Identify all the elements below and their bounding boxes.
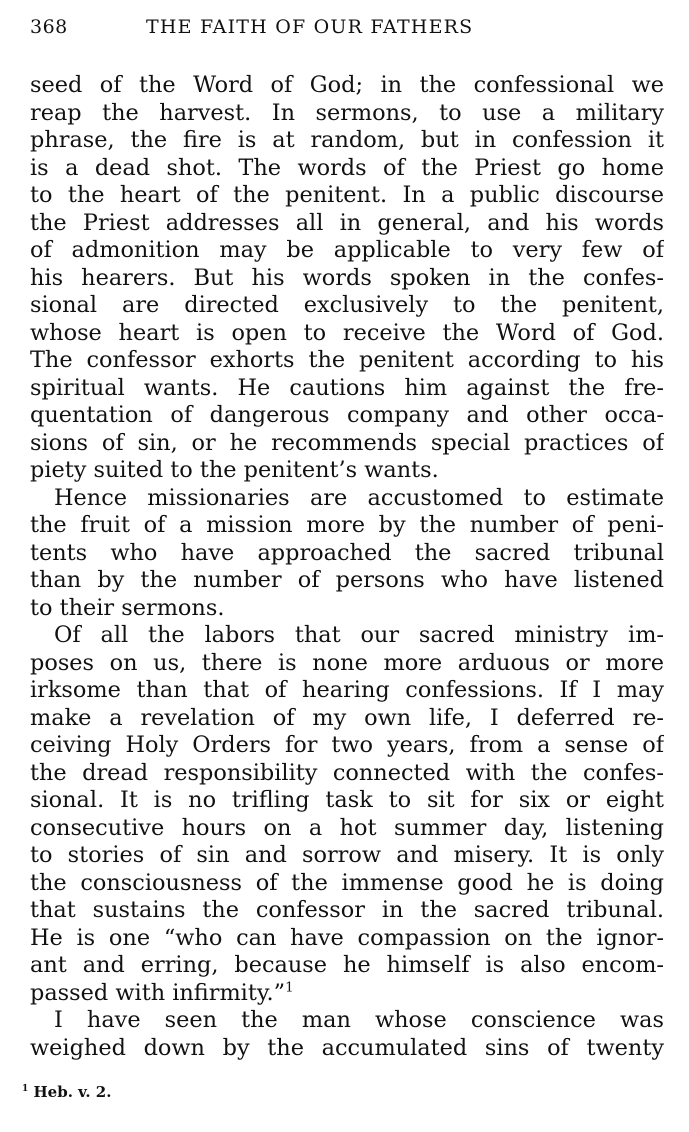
text-line: Of all the labors that our sacred ministry im- [54, 622, 664, 648]
text-line: The confessor exhorts the penitent according to his [30, 347, 664, 373]
text-line: phrase, the fire is at random, but in confession it [30, 127, 664, 153]
text-line: weighed down by the accumulated sins of twenty [30, 1034, 664, 1061]
paragraph-1 [30, 72, 670, 485]
text-line: I have seen the man whose conscience was [54, 1007, 664, 1033]
text-line: sions of sin, or he recommends special practices of [30, 429, 664, 456]
text-line: make a revelation of my own life, I deferred re- [30, 704, 664, 731]
text-line: that sustains the confessor in the sacred tribunal. [30, 897, 664, 923]
body-text [30, 72, 670, 1062]
text-line: sional are directed exclusively to the penitent, [30, 292, 664, 318]
footnote-reference[interactable]: 1 [285, 980, 294, 996]
text-line [30, 980, 664, 1008]
text-line: of admonition may be applicable to very few of [30, 237, 664, 263]
text-line: to the heart of the penitent. In a public discourse [30, 182, 664, 208]
text-line: to stories of sin and sorrow and misery. It is only [30, 842, 664, 868]
paragraph-4 [30, 1007, 670, 1062]
text-line: than by the number of persons who have listened [30, 567, 664, 593]
text-line: consecutive hours on a hot summer day, listening [30, 814, 664, 841]
text-line: poses on us, there is none more arduous or more [30, 649, 664, 676]
text-line: quentation of dangerous company and other occa- [30, 402, 664, 428]
text-line: the dread responsibility connected with the confes- [30, 759, 664, 786]
text-line: tents who have approached the sacred tribunal [30, 539, 664, 566]
text-line: to their sermons. [30, 594, 225, 621]
text-line: seed of the Word of God; in the confessional we [30, 72, 664, 98]
text-line: is a dead shot. The words of the Priest go home [30, 154, 664, 181]
page-header [30, 16, 662, 46]
running-title: THE FAITH OF OUR FATHERS [146, 16, 474, 38]
text-line: He is one “who can have compassion on the ignor- [30, 924, 664, 951]
text-line-content: passed with infirmity.” [30, 979, 286, 1006]
paragraph-2 [30, 485, 670, 623]
text-line: sional. It is no trifling task to sit for six or eight [30, 787, 664, 813]
footnote-text: Heb. v. 2. [33, 1083, 112, 1101]
text-line: whose heart is open to receive the Word of God. [30, 319, 664, 346]
paragraph-3 [30, 622, 670, 1007]
text-line: ceiving Holy Orders for two years, from a sense of [30, 732, 664, 758]
text-line: the Priest addresses all in general, and his words [30, 209, 664, 236]
page-number: 368 [30, 16, 68, 38]
text-line: piety suited to the penitent’s wants. [30, 457, 439, 483]
text-line: the fruit of a mission more by the number of peni- [30, 512, 664, 538]
footnote-marker: 1 [22, 1084, 29, 1094]
text-line: reap the harvest. In sermons, to use a military [30, 99, 664, 126]
text-line: Hence missionaries are accustomed to estimate [54, 484, 664, 511]
text-line: the consciousness of the immense good he is doing [30, 869, 664, 896]
text-line: ant and erring, because he himself is also encom- [30, 952, 664, 978]
text-line: spiritual wants. He cautions him against the fre- [30, 374, 664, 401]
text-line: his hearers. But his words spoken in the confes- [30, 264, 664, 291]
footnote [22, 1083, 111, 1101]
text-line: irksome than that of hearing confessions. If I may [30, 677, 664, 703]
